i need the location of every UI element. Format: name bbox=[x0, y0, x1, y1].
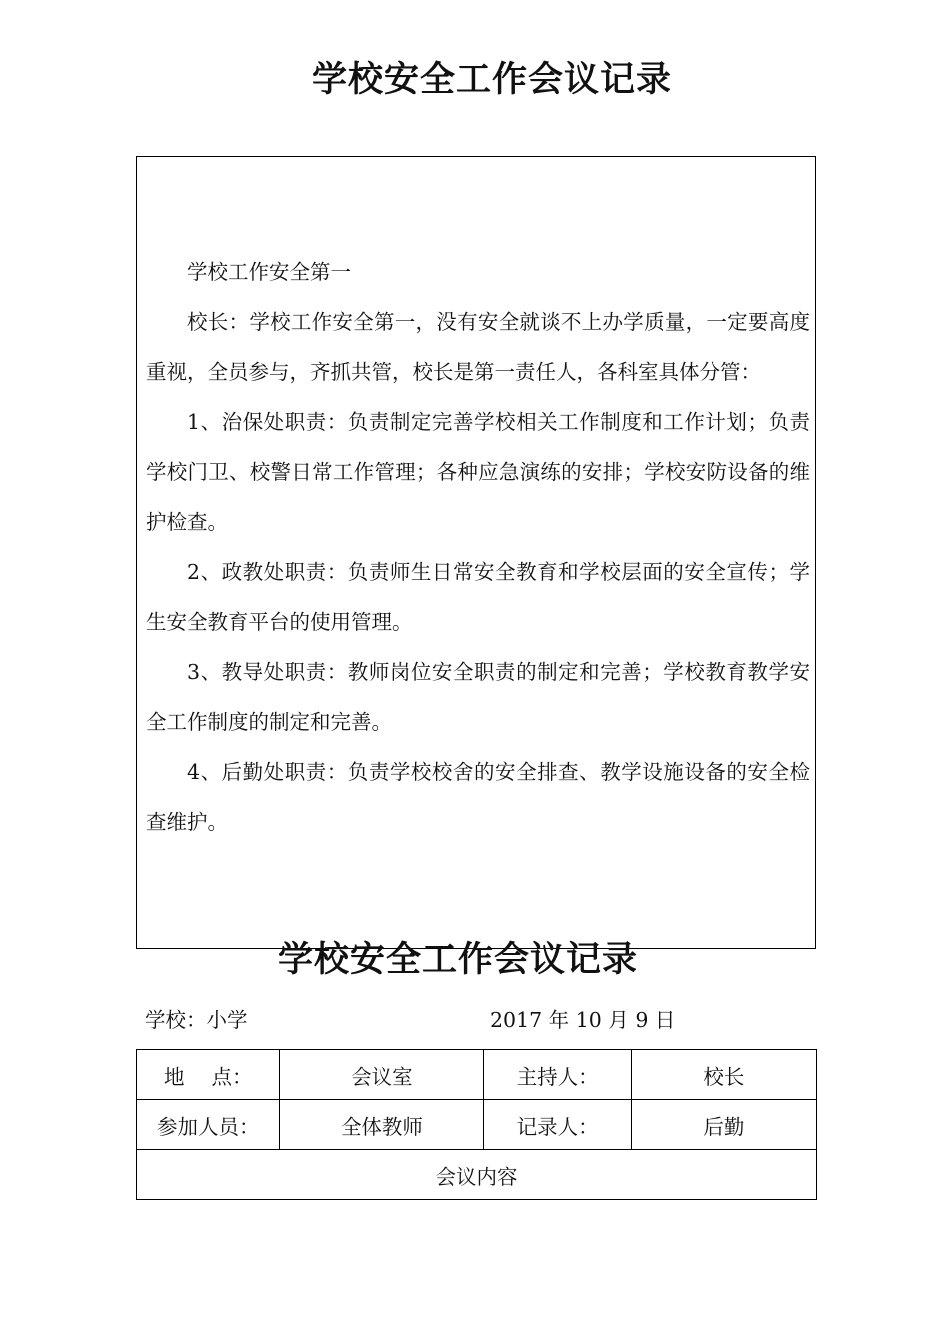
meeting-content-text bbox=[146, 247, 810, 847]
table-row bbox=[137, 1050, 817, 1100]
page-title: 学校安全工作会议记录 bbox=[311, 60, 672, 100]
table-row bbox=[137, 1150, 817, 1200]
section-title: 学校安全工作会议记录 bbox=[277, 940, 638, 980]
recorder-value: 后勤 bbox=[631, 1100, 816, 1150]
attendees-value: 全体教师 bbox=[280, 1100, 484, 1150]
content-paragraph-security-office: 1、治保处职责：负责制定完善学校相关工作制度和工作计划；负责学校门卫、校警日常工作管理；各种应急演练的安排；学校安防设备的维护检查。 bbox=[146, 410, 810, 534]
content-paragraph-political-office: 2、政教处职责：负责师生日常安全教育和学校层面的安全宣传；学生安全教育平台的使用管理。 bbox=[146, 560, 810, 634]
content-paragraph-principal: 校长：学校工作安全第一，没有安全就谈不上办学质量，一定要高度重视，全员参与，齐抓共管，校长是第一责任人，各科室具体分管： bbox=[146, 310, 810, 384]
meeting-content-header: 会议内容 bbox=[137, 1150, 817, 1200]
content-paragraph-academic-office: 3、教导处职责：教师岗位安全职责的制定和完善；学校教育教学安全工作制度的制定和完善。 bbox=[146, 660, 810, 734]
content-paragraph-logistics-office: 4、后勤处职责：负责学校校舍的安全排查、教学设施设备的安全检查维护。 bbox=[146, 760, 810, 834]
table-row bbox=[137, 1100, 817, 1150]
meeting-date: 2017 年 10 月 9 日 bbox=[490, 1008, 676, 1032]
meeting-info-table bbox=[136, 1049, 817, 1200]
attendees-label: 参加人员： bbox=[137, 1100, 280, 1150]
recorder-label: 记录人： bbox=[484, 1100, 631, 1150]
content-heading: 学校工作安全第一 bbox=[187, 260, 351, 284]
location-label: 地 点： bbox=[137, 1050, 280, 1100]
meeting-content-box bbox=[136, 156, 816, 949]
school-name: 学校：小学 bbox=[145, 1008, 248, 1032]
location-value: 会议室 bbox=[280, 1050, 484, 1100]
host-label: 主持人： bbox=[484, 1050, 631, 1100]
host-value: 校长 bbox=[631, 1050, 816, 1100]
